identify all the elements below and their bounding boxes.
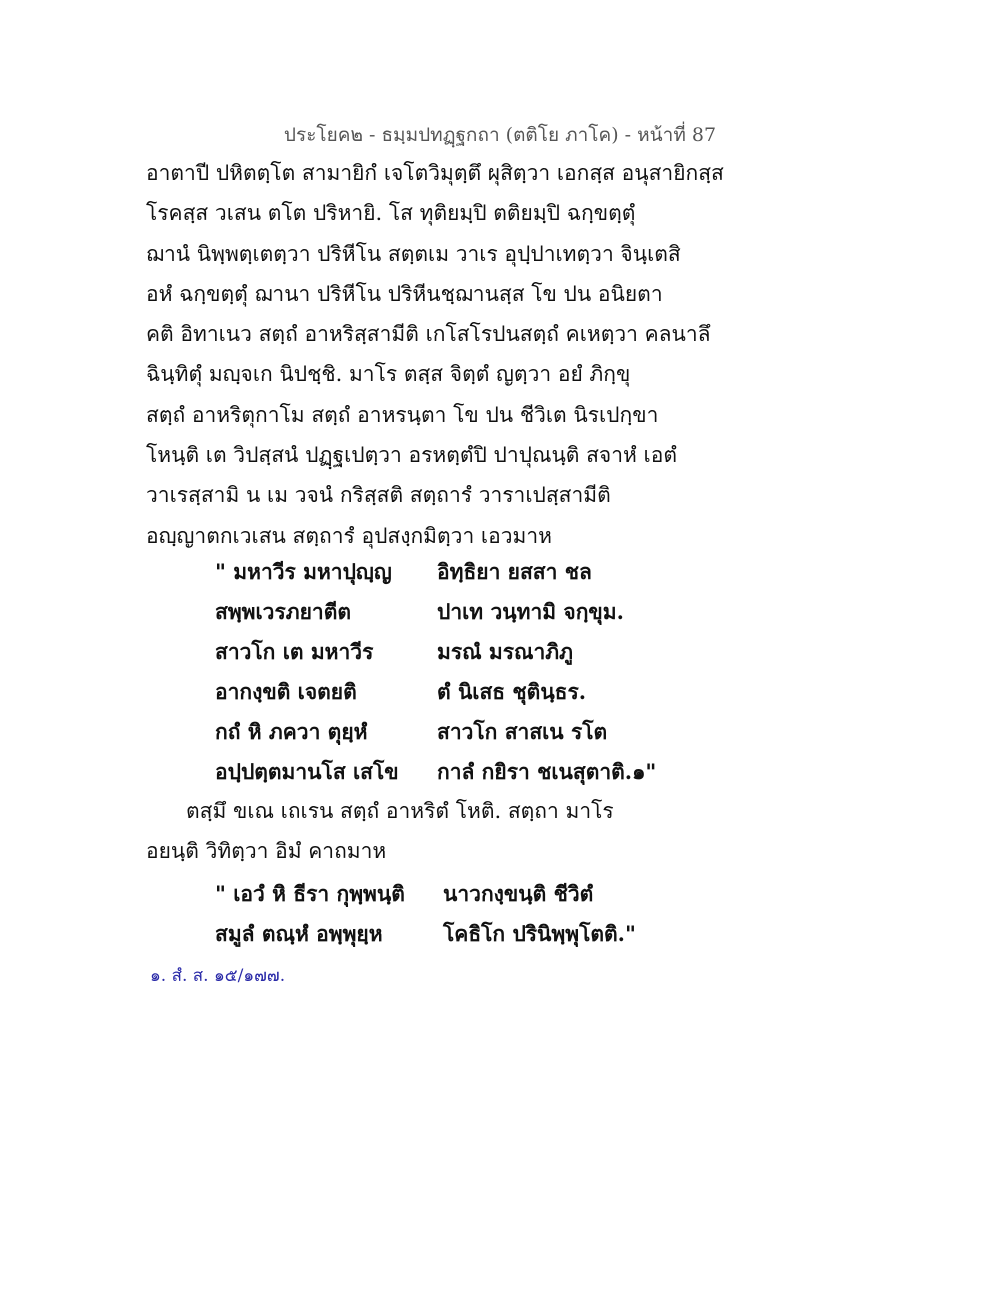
verse-first-half: สมูลํ ตณฺหํ อพฺพุยฺห [215,921,383,946]
verse-row [215,758,775,798]
verse-first-half: อปฺปตฺตมานโส เสโข [215,759,399,784]
verse-row [215,638,775,678]
verse-row [215,920,775,960]
footnote: ๑. สํ. ส. ๑๕/๑๗๗. [150,966,286,986]
verse-row [215,598,775,638]
verse-second-half: ปาเท วนฺทามิ จกฺขุม. [437,599,624,624]
verse-second-half: โคธิโก ปรินิพฺพุโตติ." [443,921,636,946]
verse-second-half: กาลํ กยิรา ชเนสุตาติ.๑" [437,759,657,784]
verse-second-half: สาวโก สาสเน รโต [437,719,608,744]
body-line: อหํ ฉกฺขตฺตุํ ฌานา ปริหีโน ปริหีนชฺฌานสฺส โข ปน อนิยตา [146,281,663,306]
verse-row [215,558,775,598]
verse-row [215,718,775,758]
body-line: โรคสฺส วเสน ตโต ปริหายิ. โส ทุติยมฺปิ ตติยมฺปิ ฉกฺขตฺตุํ [146,201,636,226]
body-line: โหนฺติ เต วิปสฺสนํ ปฏฺฐเปตฺวา อรหตฺตํปิ ปาปุณนฺติ สจาหํ เอตํ [146,443,677,468]
body-line: อาตาปี ปหิตตฺโต สามายิกํ เจโตวิมุตฺตึ ผุสิตฺวา เอกสฺส อนุสายิกสฺส [146,161,724,185]
verse-block-2 [215,880,775,960]
verse-first-half: สพฺพเวรภยาตีต [215,599,351,624]
verse-block-1 [215,558,775,798]
body-line: สตฺถํ อาหริตุกาโม สตฺถํ อาหรนฺตา โข ปน ชีวิเต นิรเปกฺขา [146,402,659,427]
verse-second-half: อิทฺธิยา ยสสา ชล [437,559,592,584]
verse-row [215,678,775,718]
verse-second-half: นาวกงฺขนฺติ ชีวิตํ [443,881,594,906]
body-line: ฌานํ นิพฺพตฺเตตฺวา ปริหีโน สตฺตเม วาเร อุปฺปาเทตฺวา จินฺเตสิ [146,241,681,266]
verse-first-half: " เอวํ หิ ธีรา กุพฺพนฺติ [215,881,405,906]
body-line: อญฺญาตกเวเสน สตฺถารํ อุปสงฺกมิตฺวา เอวมาห [146,523,552,548]
page-header: ประโยค๒ - ธมฺมปทฏฺฐกถา (ตติโย ภาโค) - หน้าที่ 87 [283,124,717,146]
verse-first-half: " มหาวีร มหาปุญฺญ [215,559,392,584]
body-line: ฉินฺทิตุํ มญฺจเก นิปชฺชิ. มาโร ตสฺส จิตฺตํ ญตฺวา อยํ ภิกฺขุ [146,362,631,387]
verse-first-half: สาวโก เต มหาวีร [215,639,374,664]
body-line: วาเรสฺสามิ น เม วจนํ กริสฺสติ สตฺถารํ วาราเปสฺสามีติ [146,483,611,508]
verse-first-half: อากงฺขติ เจตยติ [215,679,357,704]
body-paragraph [146,160,846,563]
verse-first-half: กถํ หิ ภควา ตุยฺหํ [215,719,368,744]
body-line: อยนฺติ วิทิตฺวา อิมํ คาถมาห [146,839,387,864]
body-line: ตสฺมึ ขเณ เถเรน สตฺถํ อาหริตํ โหติ. สตฺถา มาโร [186,799,614,823]
verse-second-half: ตํ นิเสธ ชุตินฺธร. [437,679,587,704]
verse-row [215,880,775,920]
body-line: คติ อิทาเนว สตฺถํ อาหริสฺสามีติ เกโสโรปนสตฺถํ คเหตฺวา คลนาลึ [146,322,711,347]
body-paragraph-2 [146,798,846,879]
verse-second-half: มรณํ มรณาภิภู [437,639,573,664]
